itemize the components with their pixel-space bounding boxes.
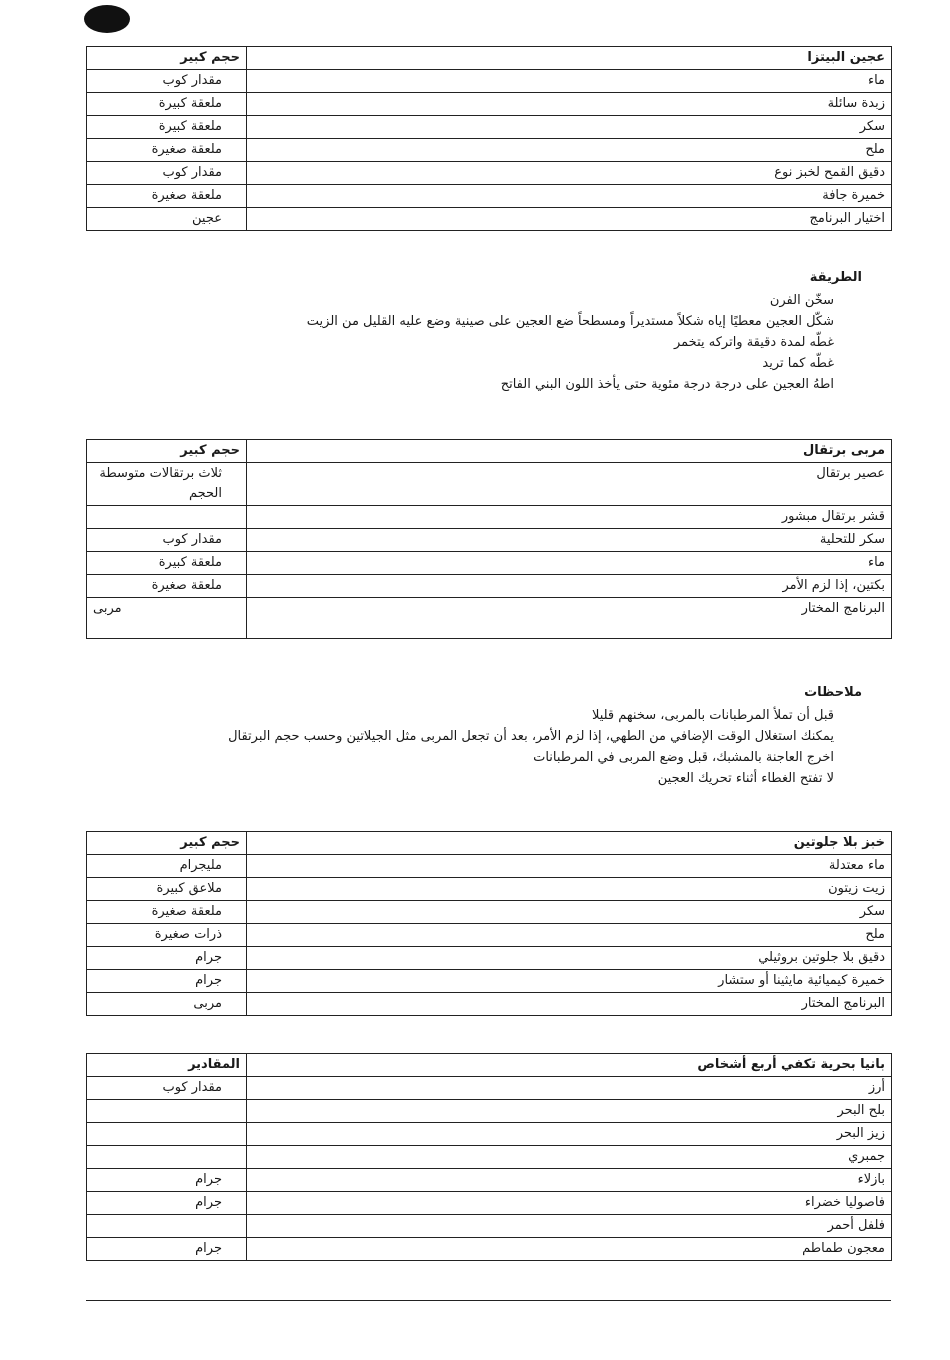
note-item: يمكنك استغلال الوقت الإضافي من الطهي، إذا لزم الأمر، بعد أن تجعل المربى مثل الجيلاتين وحسب حجم البرتقال (228, 729, 834, 744)
notes-list (228, 705, 862, 789)
ingredient-quantity: جرام (87, 1169, 247, 1192)
recipe-table-gluten-free-bread (86, 831, 892, 1016)
ingredient-name: فاصوليا خضراء (247, 1192, 892, 1215)
table-row (87, 575, 892, 598)
ingredient-quantity: عجين (87, 208, 247, 231)
page-number-badge (84, 5, 130, 33)
method-step: سخّن الفرن (769, 293, 834, 308)
ingredient-quantity: مقدار كوب (87, 162, 247, 185)
ingredient-quantity: ملاعق كبيرة (87, 878, 247, 901)
table-row (87, 70, 892, 93)
table-row (87, 162, 892, 185)
ingredient-name: جمبري (247, 1146, 892, 1169)
table-title: مربى برتقال (247, 440, 892, 463)
ingredient-quantity: مقدار كوب (87, 529, 247, 552)
table-title: عجين البيتزا (247, 47, 892, 70)
ingredient-name: سكر (247, 116, 892, 139)
ingredient-name: سكر (247, 901, 892, 924)
ingredient-quantity (87, 1146, 247, 1169)
ingredient-name: بازلاء (247, 1169, 892, 1192)
method-step: غطّه لمدة دقيقة واتركه يتخمر (673, 335, 834, 350)
table-title: خبز بلا جلوتين (247, 832, 892, 855)
ingredient-quantity: جرام (87, 1238, 247, 1261)
table-row (87, 208, 892, 231)
ingredient-name: البرنامج المختار (247, 993, 892, 1016)
recipe-table-pizza-dough (86, 46, 892, 231)
table-row (87, 116, 892, 139)
ingredient-name: معجون طماطم (247, 1238, 892, 1261)
table-row (87, 1169, 892, 1192)
ingredient-quantity: مربى (87, 993, 247, 1016)
ingredient-quantity: جرام (87, 1192, 247, 1215)
ingredient-quantity: ذرات صغيرة (87, 924, 247, 947)
section-heading: ملاحظات (804, 685, 862, 700)
ingredient-quantity: مليجرام (87, 855, 247, 878)
ingredient-quantity: مربى (87, 598, 247, 639)
table-row (87, 855, 892, 878)
table-row (87, 878, 892, 901)
note-item: لا تفتح الغطاء أثناء تحريك العجين (657, 771, 834, 786)
table-row (87, 463, 892, 506)
ingredient-quantity (87, 1100, 247, 1123)
table-row (87, 506, 892, 529)
ingredient-name: زيت زيتون (247, 878, 892, 901)
ingredient-quantity: ملعقة صغيرة (87, 185, 247, 208)
ingredient-name: بكتين، إذا لزم الأمر (247, 575, 892, 598)
quantity-column-header: حجم كبير (87, 47, 247, 70)
ingredient-name: ماء (247, 70, 892, 93)
ingredient-quantity (87, 1123, 247, 1146)
quantity-column-header: حجم كبير (87, 440, 247, 463)
ingredient-name: ملح (247, 924, 892, 947)
ingredient-name: زبدة سائلة (247, 93, 892, 116)
table-row (87, 1215, 892, 1238)
ingredient-name: بلح البحر (247, 1100, 892, 1123)
ingredient-name: عصير برتقال (247, 463, 892, 506)
table-row (87, 947, 892, 970)
ingredient-name: دقيق بلا جلوتين بروثيلي (247, 947, 892, 970)
ingredient-quantity: ملعقة كبيرة (87, 93, 247, 116)
ingredient-name: ماء معتدلة (247, 855, 892, 878)
method-step: غطّه كما تريد (762, 356, 834, 371)
method-step: شكّل العجين معطيًا إياه شكلاً مستديراً ومسطحاً ضع العجين على صينية وضع عليه القليل من الزيت (306, 314, 834, 329)
table-header-row (87, 47, 892, 70)
ingredient-name: سكر للتحلية (247, 529, 892, 552)
ingredient-name: دقيق القمح لخبز نوع (247, 162, 892, 185)
table-header-row (87, 832, 892, 855)
table-row (87, 139, 892, 162)
recipe-table-orange-jam (86, 439, 892, 639)
table-header-row (87, 440, 892, 463)
ingredient-quantity (87, 506, 247, 529)
recipe-table-seafood-paella (86, 1053, 892, 1261)
table-row (87, 1100, 892, 1123)
ingredient-quantity: جرام (87, 970, 247, 993)
quantity-column-header: المقادير (87, 1054, 247, 1077)
table-row (87, 93, 892, 116)
ingredient-quantity: ثلاث برتقالات متوسطة الحجم (87, 463, 247, 506)
ingredient-name: خميرة جافة (247, 185, 892, 208)
ingredient-name: اختيار البرنامج (247, 208, 892, 231)
quantity-column-header: حجم كبير (87, 832, 247, 855)
table-row (87, 1077, 892, 1100)
method-step: اطهُ العجين على درجة درجة مئوية حتى يأخذ اللون البني الفاتح (500, 377, 834, 392)
ingredient-name: ملح (247, 139, 892, 162)
table-row (87, 185, 892, 208)
ingredient-quantity (87, 1215, 247, 1238)
ingredient-quantity: ملعقة كبيرة (87, 552, 247, 575)
table-row (87, 993, 892, 1016)
method-section (307, 268, 862, 395)
table-title: بانيا بحرية تكفي أربع أشخاص (247, 1054, 892, 1077)
ingredient-name: زيز البحر (247, 1123, 892, 1146)
note-item: اخرج العاجنة بالمشبك، قبل وضع المربى في المرطبانات (533, 750, 834, 765)
ingredient-name: ماء (247, 552, 892, 575)
table-row (87, 970, 892, 993)
note-item: قبل أن تملأ المرطبانات بالمربى، سخنهم قليلا (591, 708, 834, 723)
table-row (87, 552, 892, 575)
ingredient-name: فلفل أحمر (247, 1215, 892, 1238)
table-row (87, 598, 892, 639)
table-header-row (87, 1054, 892, 1077)
table-row (87, 1192, 892, 1215)
table-row (87, 924, 892, 947)
ingredient-quantity: ملعقة صغيرة (87, 575, 247, 598)
table-row (87, 529, 892, 552)
ingredient-name: أرز (247, 1077, 892, 1100)
table-row (87, 1146, 892, 1169)
ingredient-quantity: جرام (87, 947, 247, 970)
ingredient-quantity: ملعقة كبيرة (87, 116, 247, 139)
table-row (87, 901, 892, 924)
ingredient-name: قشر برتقال مبشور (247, 506, 892, 529)
notes-section (228, 683, 862, 789)
ingredient-quantity: ملعقة صغيرة (87, 139, 247, 162)
ingredient-quantity: مقدار كوب (87, 1077, 247, 1100)
method-list (307, 290, 862, 395)
table-row (87, 1238, 892, 1261)
table-row (87, 1123, 892, 1146)
section-heading: الطريقة (809, 270, 862, 285)
ingredient-quantity: مقدار كوب (87, 70, 247, 93)
ingredient-name: خميرة كيميائية مايثينا أو ستشار (247, 970, 892, 993)
ingredient-quantity: ملعقة صغيرة (87, 901, 247, 924)
footer-divider (86, 1300, 891, 1301)
ingredient-name: البرنامج المختار (247, 598, 892, 639)
